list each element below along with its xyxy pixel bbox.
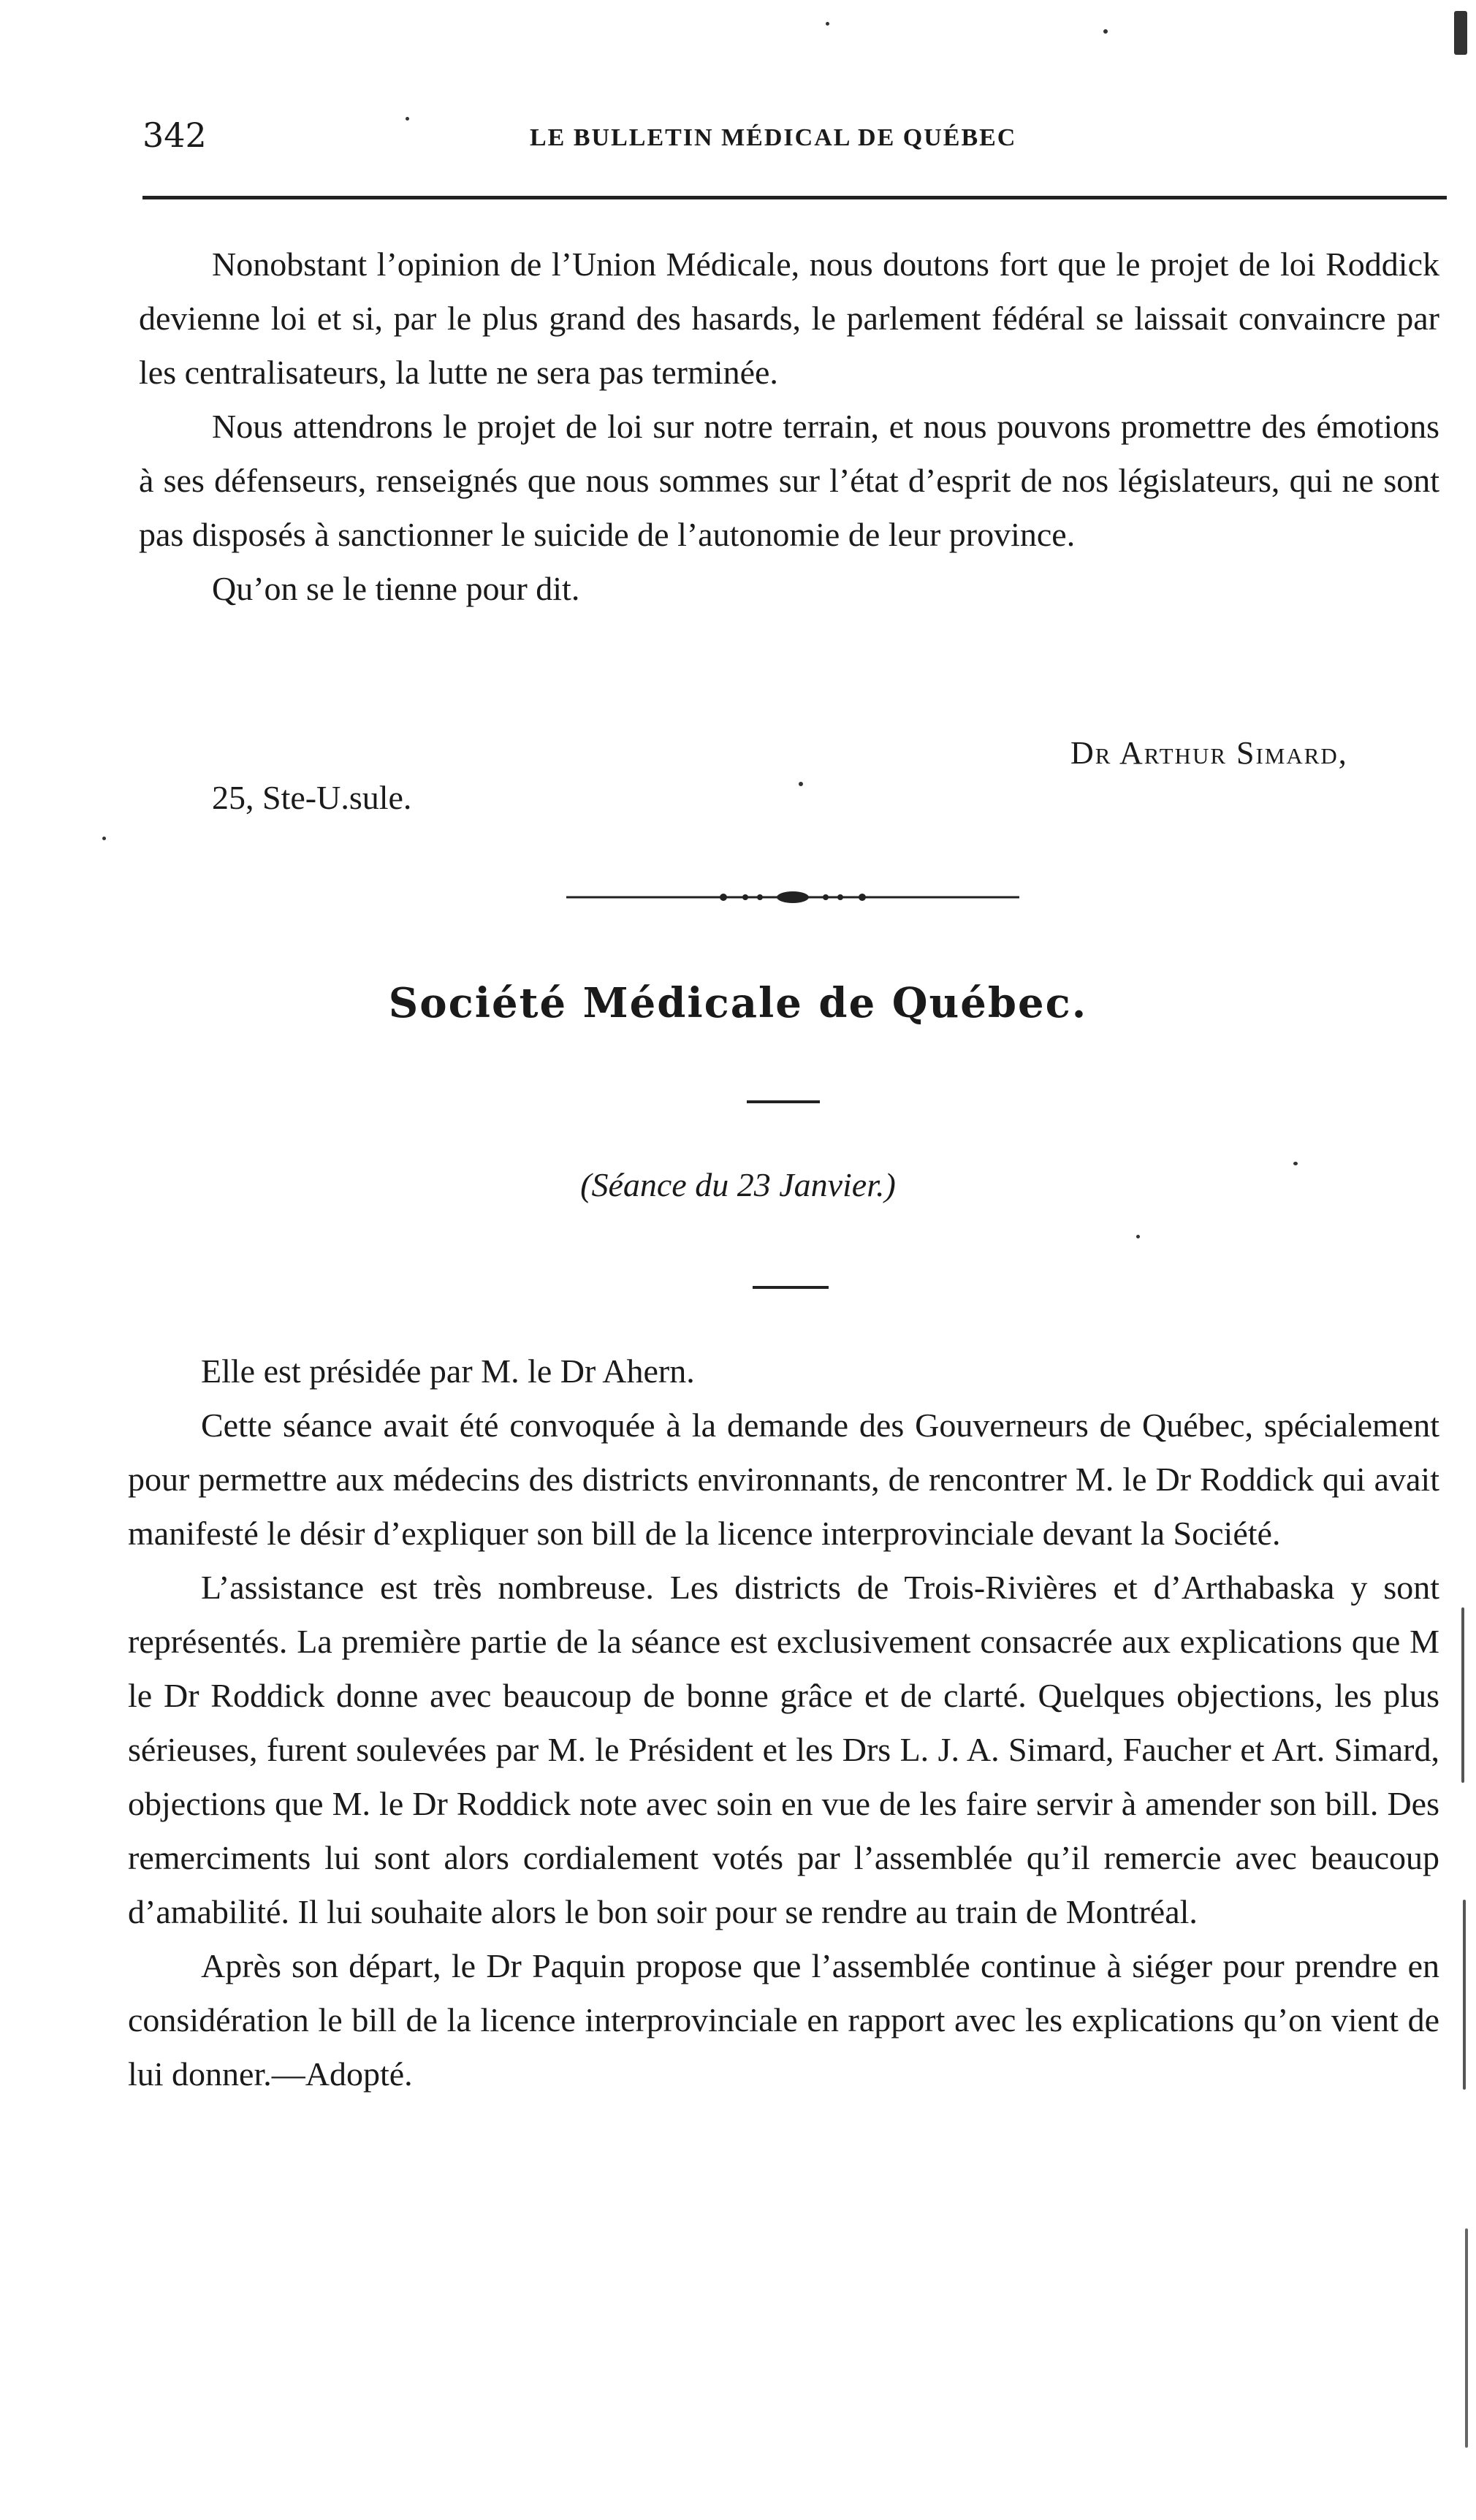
short-rule [747,1100,820,1103]
address: 25, Ste-U.sule. [212,779,412,816]
letter-paragraph: Nous attendrons le projet de loi sur notre terrain, et nous pouvons promettre des émotions à ses défenseurs, renseignés que nous sommes sur l’état d’esprit de nos législateurs, qui ne sont pas disposés à sanctionner le suicide de l’autonomie de leur province. [139,408,1439,553]
section-paragraph: Cette séance avait été convoquée à la demande des Gouverneurs de Québec, spécialement pour permettre aux médecins des districts environnants, de rencontrer M. le Dr Roddick qui avait manifesté le désir d’expliquer son bill de la licence interprovinciale devant la Société. [128,1406,1439,1552]
letter-body [139,237,1439,616]
scan-edge-mark [1465,2228,1468,2448]
section-paragraph: Elle est présidée par M. le Dr Ahern. [201,1352,695,1390]
header-rule [142,196,1447,199]
scan-speck [799,782,803,786]
scan-edge-mark [1463,1900,1466,2090]
letter-paragraph: Qu’on se le tienne pour dit. [212,570,580,607]
ornament-divider [566,886,1019,908]
scan-speck [1293,1162,1298,1165]
scan-speck [406,117,409,121]
scan-speck [1103,29,1108,34]
scan-speck [1136,1235,1140,1238]
letter-paragraph: Nonobstant l’opinion de l’Union Médicale, nous doutons fort que le projet de loi Roddick devienne loi et si, par le plus grand des hasards, le parlement fédéral se laissait convaincre par les centralisateurs, la lutte ne sera pas terminée. [139,245,1439,391]
scan-speck [102,837,106,840]
running-title: LE BULLETIN MÉDICAL DE QUÉBEC [530,124,1017,151]
scan-edge-mark [1461,1607,1464,1783]
section-body [128,1344,1439,2101]
signature: Dr Arthur Simard, [1070,735,1348,771]
short-rule [753,1286,829,1289]
section-paragraph: L’assistance est très nombreuse. Les districts de Trois-Rivières et d’Arthabaska y sont représentés. La première partie de la séance est exclusivement consacrée aux explications que M le Dr Roddick donne avec beaucoup de bonne grâce et de clarté. Quelques objections, les plus sérieuses, furent soulevées par M. le Président et les Drs L. J. A. Simard, Faucher et Art. Simard, objections que M. le Dr Roddick note avec soin en vue de les faire servir à amender son bill. Des remerciments lui sont alors cordialement votés par l’assemblée qu’il remercie avec beaucoup d’amabilité. Il lui souhaite alors le bon soir pour se rendre au train de Montréal. [128,1569,1439,1930]
scan-edge-mark [1454,11,1467,55]
section-paragraph: Après son départ, le Dr Paquin propose que l’assemblée continue à siéger pour prendre en considération le bill de la licence interprovinciale en rapport avec les explications qu’on vient de lui donner.—Adopté. [128,1947,1439,2093]
session-date: (Séance du 23 Janvier.) [580,1166,896,1203]
scan-speck [826,22,829,26]
page-header [142,102,1429,161]
page-number: 342 [142,115,207,155]
section-title: Société Médicale de Québec. [388,979,1088,1027]
